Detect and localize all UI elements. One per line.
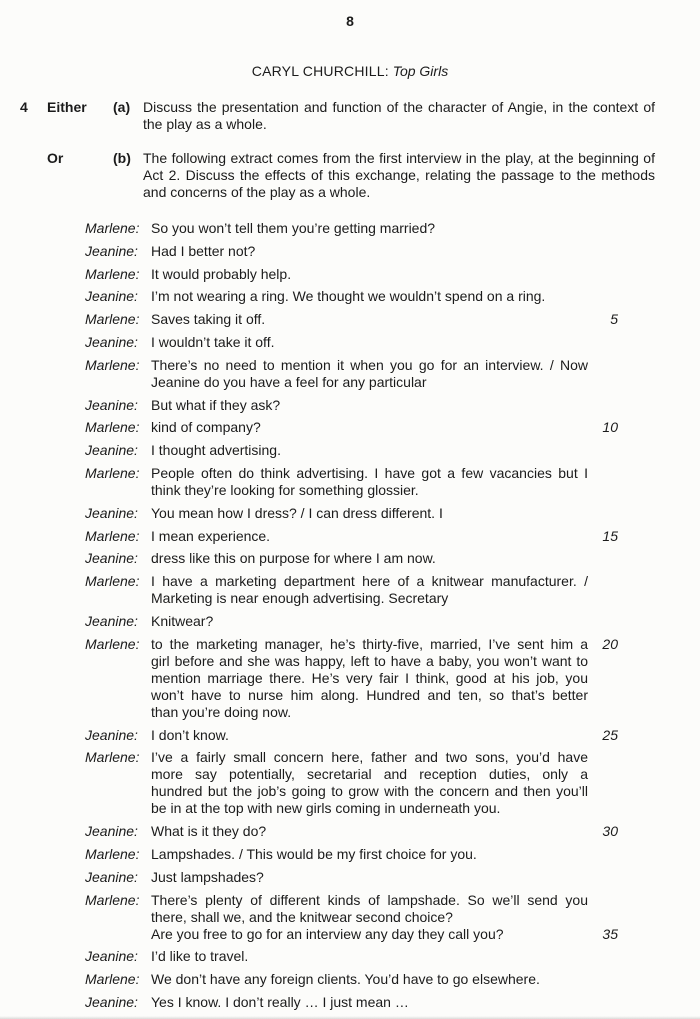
speaker-name: Jeanine: [85, 333, 138, 350]
speech-text [151, 550, 588, 567]
speech-line: mention marriage there. He’s very fair I think, good at his job, you [151, 669, 588, 686]
part-a-text [143, 99, 655, 133]
speech-line: than you’re doing now. [151, 703, 292, 720]
speaker-name: Marlene: [85, 635, 140, 652]
speech-line: Jeanine do you have a feel for any particular [151, 373, 427, 390]
line-number: 25 [602, 726, 618, 743]
speech-row [0, 288, 700, 305]
speaker-name: Jeanine: [85, 726, 138, 743]
speech-line: hundred but the job’s going to grow with the concern and then you’ll [151, 783, 588, 800]
speaker-name: Jeanine: [85, 993, 138, 1010]
speech-line: So you won’t tell them you’re getting married? [151, 220, 436, 236]
line-number: 30 [602, 823, 618, 840]
speech-line: won’t have to nurse him along. Hundred and ten, so that’s better [151, 686, 588, 703]
page-title [0, 63, 700, 80]
speech-text [151, 465, 588, 499]
speech-row [0, 613, 700, 630]
speech-line: It would probably help. [151, 265, 292, 282]
speaker-name: Jeanine: [85, 504, 138, 521]
question-part-b [0, 150, 700, 201]
question-line: The following extract comes from the first interview in the play, at the beginning of [143, 150, 655, 166]
speech-row [0, 636, 700, 721]
speech-text [151, 419, 618, 436]
either-label: Either [47, 99, 87, 115]
speech-row [0, 334, 700, 351]
speech-text [151, 442, 588, 459]
speech-line: dress like this on purpose for where I am now. [151, 550, 436, 567]
question-part-a [0, 99, 700, 133]
speech-row [0, 442, 700, 459]
page-number: 8 [346, 13, 354, 29]
speech-text [151, 573, 588, 607]
line-number: 20 [602, 635, 618, 652]
speech-line: Saves taking it off. 5 [151, 311, 618, 328]
speech-row [0, 505, 700, 522]
speech-row [0, 994, 700, 1011]
speech-line: I have a marketing department here of a knitwear manufacturer. / [151, 573, 588, 590]
speech-text [151, 869, 588, 886]
speaker-name: Marlene: [85, 311, 140, 328]
speech-text [151, 266, 588, 283]
line-number: 15 [602, 527, 618, 544]
speech-text [151, 505, 588, 522]
speech-line: Just lampshades? [151, 868, 264, 885]
speech-line: I’m not wearing a ring. We thought we wouldn’t spend on a ring. [151, 288, 546, 305]
speech-line: Are you free to go for an interview any day they call you? 35 [151, 925, 618, 942]
speech-text [151, 243, 588, 260]
speaker-name: Marlene: [85, 356, 140, 373]
part-b-text [143, 150, 655, 201]
speech-row [0, 948, 700, 965]
speech-row [0, 971, 700, 988]
speech-row [0, 823, 700, 840]
speech-row [0, 749, 700, 817]
speech-line: I thought advertising. [151, 442, 281, 459]
play-title: Top Girls [392, 63, 449, 79]
speech-line: more say potentially, secretarial and reception duties, only a [151, 766, 588, 783]
speech-text [151, 891, 618, 943]
speaker-name: Marlene: [85, 891, 140, 908]
speech-row [0, 727, 700, 744]
part-b-letter: (b) [113, 150, 131, 166]
speaker-name: Marlene: [85, 220, 140, 236]
speech-row [0, 243, 700, 260]
line-number: 10 [602, 419, 618, 436]
extract-body [0, 220, 700, 1011]
line-number: 35 [602, 925, 618, 942]
speaker-name: Jeanine: [85, 823, 138, 840]
part-a-letter: (a) [113, 99, 131, 115]
speaker-name: Marlene: [85, 265, 140, 282]
question-line: Discuss the presentation and function of the character of Angie, in the context of [143, 99, 655, 115]
speech-text [151, 311, 618, 328]
speaker-name: Marlene: [85, 749, 140, 766]
speech-text [151, 994, 588, 1011]
speech-line: There’s no need to mention it when you go for an interview. / Now [151, 356, 588, 373]
speech-line: You mean how I dress? / I can dress different. I [151, 504, 443, 521]
speech-row [0, 550, 700, 567]
question-number: 4 [20, 99, 28, 115]
speech-line: Had I better not? [151, 242, 256, 259]
speech-row [0, 465, 700, 499]
speech-line: What is it they do? 30 [151, 823, 618, 840]
speaker-name: Marlene: [85, 845, 140, 862]
question-number-spacer [20, 150, 47, 201]
speaker-name: Marlene: [85, 971, 140, 988]
speech-row [0, 869, 700, 886]
speech-line: kind of company? 10 [151, 419, 618, 436]
speech-row [0, 311, 700, 328]
speech-line: think they’re looking for something glossier. [151, 481, 419, 498]
play-author: CARYL CHURCHILL: [251, 63, 389, 79]
speech-line: I wouldn’t take it off. [151, 333, 275, 350]
speech-line: I’ve a fairly small concern here, father and two sons, you’d have [151, 749, 588, 766]
speech-line: There’s plenty of different kinds of lampshade. So we’ll send you [151, 891, 588, 908]
speaker-name: Jeanine: [85, 948, 138, 965]
speech-row [0, 419, 700, 436]
question-line: the play as a whole. [143, 116, 267, 132]
speech-line: People often do think advertising. I have got a few vacancies but I [151, 464, 588, 481]
speech-row [0, 892, 700, 943]
speech-line: Yes I know. I don’t really … I just mean … [151, 993, 409, 1010]
speech-text [151, 971, 588, 988]
speech-text [151, 527, 618, 545]
speech-text [151, 357, 588, 391]
speech-line: girl before and she was happy, left to have a baby, you won’t want to [151, 652, 588, 669]
speech-text [151, 749, 588, 817]
speech-row [0, 357, 700, 391]
speech-line: But what if they ask? [151, 396, 281, 413]
question-line: and concerns of the play as a whole. [143, 184, 371, 200]
speaker-name: Marlene: [85, 527, 140, 544]
speech-row [0, 528, 700, 545]
speech-line: We don’t have any foreign clients. You’d have to go elsewhere. [151, 971, 540, 988]
speaker-name: Jeanine: [85, 550, 138, 567]
speaker-name: Jeanine: [85, 612, 138, 629]
speaker-name: Jeanine: [85, 242, 138, 259]
speech-row [0, 846, 700, 863]
line-number: 5 [610, 311, 618, 328]
speaker-name: Jeanine: [85, 442, 138, 459]
speaker-name: Jeanine: [85, 396, 138, 413]
speech-row [0, 573, 700, 607]
speech-row [0, 266, 700, 283]
speech-text [151, 334, 588, 351]
speech-text [151, 726, 618, 744]
speech-row [0, 397, 700, 414]
question-line: Act 2. Discuss the effects of this exchange, relating the passage to the methods [143, 167, 655, 183]
speech-row [0, 220, 700, 237]
speech-line: Knitwear? [151, 612, 214, 629]
speech-text [151, 397, 588, 414]
speech-line: I don’t know. 25 [151, 726, 618, 743]
speaker-name: Jeanine: [85, 868, 138, 885]
speaker-name: Marlene: [85, 573, 140, 590]
speaker-name: Jeanine: [85, 288, 138, 305]
speech-line: I mean experience. 15 [151, 527, 618, 544]
speech-text [151, 635, 618, 721]
speech-line: Marketing is near enough advertising. Secretary [151, 590, 449, 607]
or-label: Or [47, 150, 64, 166]
speech-line: be in at the top with new girls coming in underneath you. [151, 800, 501, 817]
speech-text [151, 948, 588, 965]
speech-text [151, 846, 588, 863]
speech-text [151, 220, 588, 237]
speech-line: there, shall we, and the knitwear second choice? [151, 908, 453, 925]
speaker-name: Marlene: [85, 419, 140, 436]
speaker-name: Marlene: [85, 464, 140, 481]
speech-text [151, 288, 588, 305]
speech-line: Lampshades. / This would be my first choice for you. [151, 845, 477, 862]
speech-line: I’d like to travel. [151, 948, 249, 965]
speech-text [151, 613, 588, 630]
speech-text [151, 823, 618, 840]
speech-line: to the marketing manager, he’s thirty-five, married, I’ve sent him a 20 [151, 635, 618, 652]
